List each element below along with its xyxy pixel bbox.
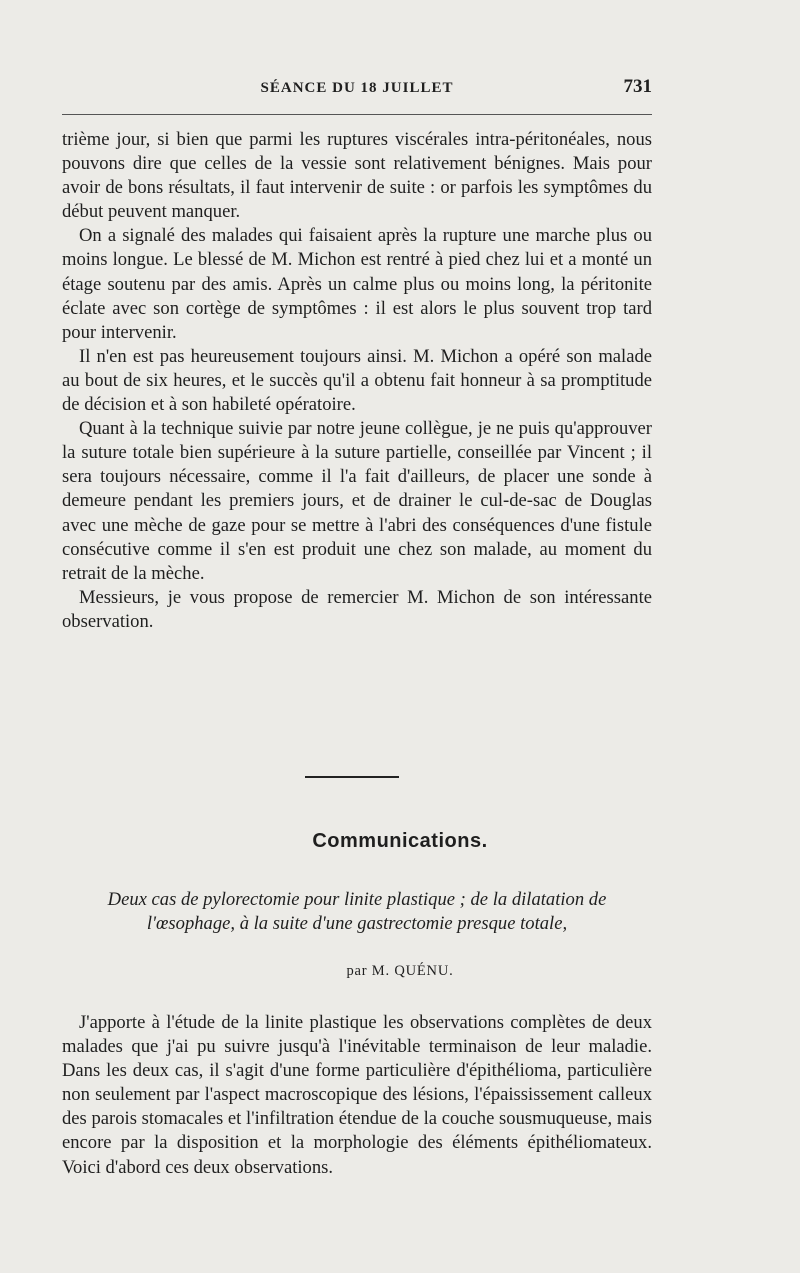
paragraph: trième jour, si bien que parmi les ruptures viscérales intra-péritonéales, nous pouvons dire que celles de la vessie sont relativement bénignes. Mais pour avoir de bons résultats, il faut intervenir de suite : or parfois les symptômes du début peuvent manquer. — [62, 129, 652, 223]
report-text — [62, 128, 652, 634]
paragraph: J'apporte à l'étude de la linite plastique les observations complètes de deux malades que j'ai pu suivre jusqu'à l'inévitable terminaison de leur maladie. Dans les deux cas, il s'agit d'une forme particulière d'épithélioma, particulière non seulement par l'aspect macroscopique des lésions, l'épaississement calleux des parois stomacales et l'infiltration étendue de la couche sousmuqueuse, mais encore par la disposition et la morphologie des éléments épithéliomateux. Voici d'abord ces deux observations. — [62, 1012, 652, 1178]
article-title-line: l'œsophage, à la suite d'une gastrectomie presque totale, — [146, 913, 568, 934]
paragraph: On a signalé des malades qui faisaient après la rupture une marche plus ou moins longue. Le blessé de M. Michon est rentré à pied chez lui et a monté un étage soutenu par des amis. Après un calme plus ou moins long, la péritonite éclate avec son cortège de symptômes : il est alors le plus souvent trop tard pour intervenir. — [62, 225, 652, 343]
article-text — [62, 1011, 652, 1180]
paragraph: Messieurs, je vous propose de remercier M. Michon de son intéressante observation. — [62, 586, 652, 632]
running-title: SÉANCE DU 18 JUILLET — [260, 80, 454, 96]
paragraph: Quant à la technique suivie par notre jeune collègue, je ne puis qu'approuver la suture totale bien supérieure à la suture partielle, conseillée par Vincent ; il sera toujours nécessaire, comme il l'a fait d'ailleurs, de placer une sonde à demeure pendant les premiers jours, et de drainer le cul-de-sac de Douglas avec une mèche de gaze pour se mettre à l'abri des conséquences d'une fistule consécutive comme il s'en est produit une chez son malade, au moment du retrait de la mèche. — [62, 418, 652, 584]
section-divider — [305, 776, 399, 778]
section-heading: Communications. — [312, 830, 488, 852]
header-rule — [62, 114, 652, 115]
page-number: 731 — [623, 76, 652, 97]
article-title — [62, 888, 652, 936]
page-header — [62, 76, 652, 102]
article-title-line: Deux cas de pylorectomie pour linite plastique ; de la dilatation de — [107, 889, 607, 910]
paragraph: Il n'en est pas heureusement toujours ainsi. M. Michon a opéré son malade au bout de six heures, et le succès qu'il a obtenu fait honneur à sa promptitude de décision et à son habileté opératoire. — [62, 345, 652, 416]
author-byline: par M. QUÉNU. — [346, 963, 454, 979]
